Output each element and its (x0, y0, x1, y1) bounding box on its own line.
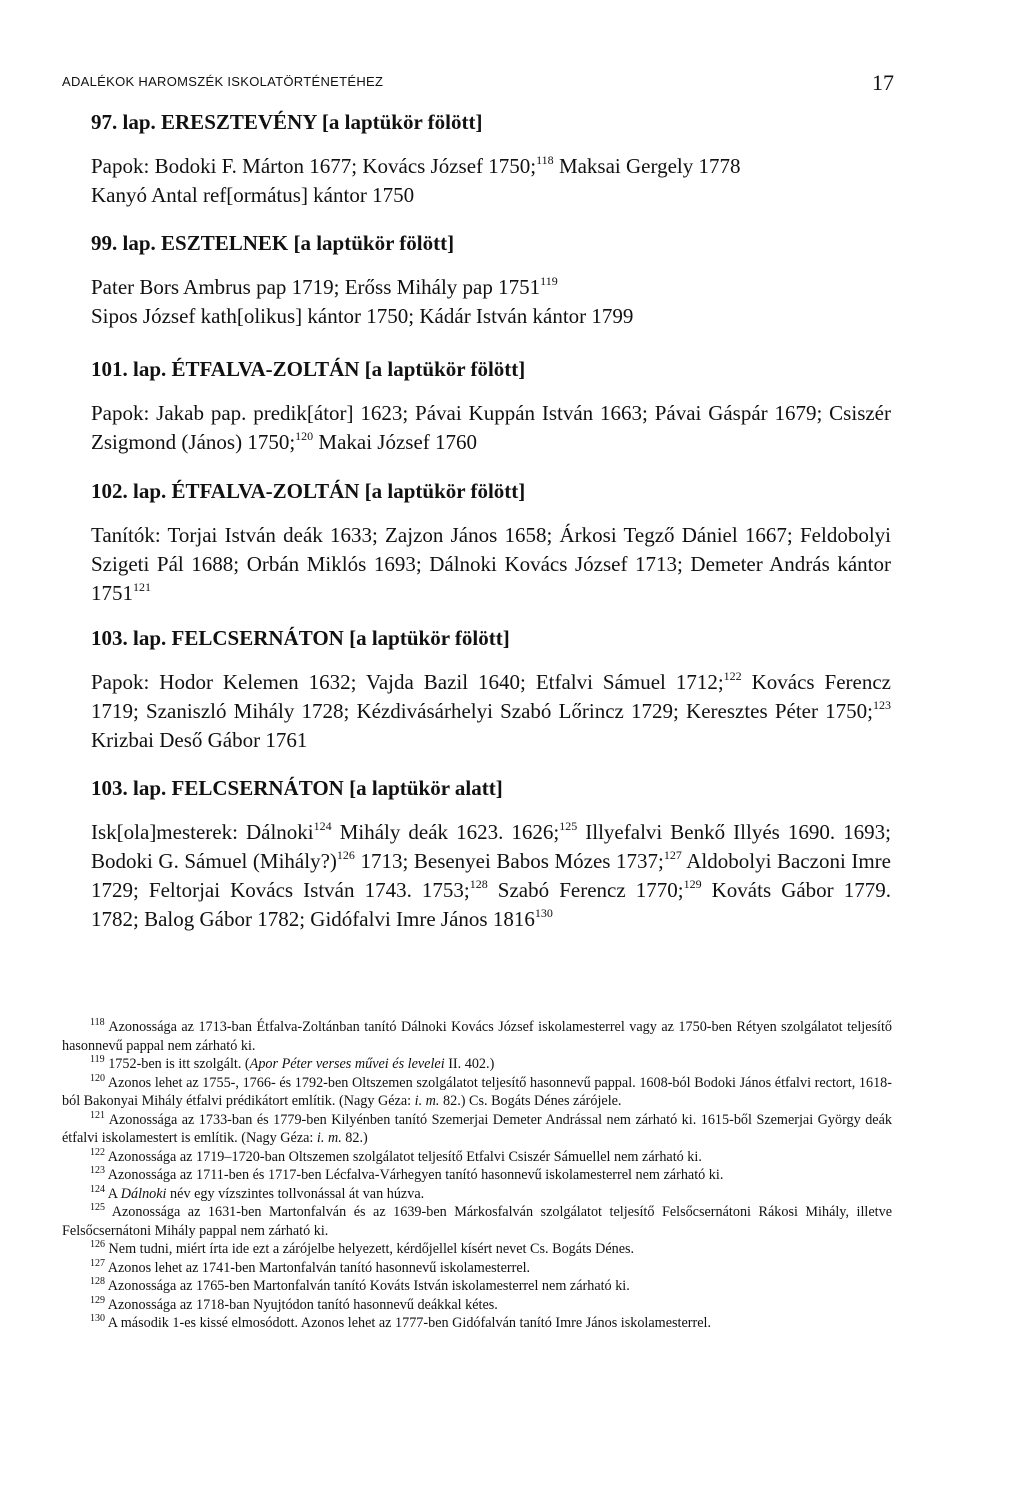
entry-heading: 99. lap. ESZTELNEK [a laptükör fölött] (91, 231, 455, 255)
running-title: ADALÉKOK HAROMSZÉK ISKOLATÖRTÉNETÉHEZ (62, 74, 384, 89)
footnote-number: 124 (90, 1183, 105, 1195)
footnote-129 (62, 1296, 892, 1315)
footnote-number: 121 (90, 1109, 105, 1121)
footnote-number: 120 (90, 1072, 105, 1084)
footnote-127 (62, 1259, 892, 1278)
footnotes (62, 1018, 892, 1333)
footnote-number: 125 (90, 1202, 105, 1213)
footnote-text: Azonos lehet az 1755-, 1766- és 1792-ben Oltszemen szolgálatot teljesítő hasonnevű pappal. 1608-ból Bodoki János étfalvi rectort, 1618-ból Bakonyai Mihály étfalvi prédikátort említik. (Nagy Géza: i. m. 82.) Cs. Bogáts Dénes zárójele. (62, 1074, 892, 1109)
entry-heading: 101. lap. ÉTFALVA-ZOLTÁN [a laptükör fölött] (91, 357, 526, 381)
footnote-number: 118 (90, 1017, 105, 1028)
footnote-120 (62, 1074, 892, 1111)
footnote-122 (62, 1148, 892, 1167)
entry-body: Papok: Hodor Kelemen 1632; Vajda Bazil 1640; Etfalvi Sámuel 1712;$^{122}$ Kovács Ferencz 1719; Szaniszló Mihály 1728; Kézdivásárhelyi Szabó Lőrincz 1729; Keresztes Péter 1750;$^{123}$ Krizbai Deső Gábor 1761 (91, 669, 891, 752)
footnote-text: Nem tudni, miért írta ide ezt a zárójelbe helyezett, kérdőjellel kísért nevet Cs. Bogáts Dénes. (105, 1241, 635, 1257)
entry-heading: 102. lap. ÉTFALVA-ZOLTÁN [a laptükör fölött] (91, 479, 526, 503)
footnote-number: 126 (90, 1239, 105, 1250)
footnote-text: A második 1-es kissé elmosódott. Azonos lehet az 1777-ben Gidófalván tanító Imre János iskolamesterrel. (105, 1315, 711, 1331)
entry-body: Papok: Jakab pap. predik[átor] 1623; Pávai Kuppán István 1663; Pávai Gáspár 1679; Csiszér Zsigmond (János) 1750;$^{120}$ Makai József 1760 (91, 401, 891, 454)
footnote-text: Azonossága az 1718-ban Nyujtódon tanító hasonnevű deákkal kétes. (105, 1296, 498, 1313)
footnote-text: Azonossága az 1765-ben Martonfalván tanító Kováts István iskolamesterrel nem zárható ki. (105, 1278, 630, 1294)
footnote-125 (62, 1203, 892, 1240)
entry-body: Pater Bors Ambrus pap 1719; Erőss Mihály pap 1751$^{119}$ Sipos József kath[olikus] kántor 1750; Kádár István kántor 1799 (91, 274, 634, 328)
footnote-number: 129 (90, 1294, 105, 1306)
footnote-128 (62, 1277, 892, 1296)
footnote-text: Azonossága az 1711-ben és 1717-ben Lécfalva-Várhegyen tanító hasonnevű iskolamesterrel nem zárható ki. (105, 1167, 724, 1183)
entry-etfalva-zoltan-tanitok (91, 477, 891, 608)
footnote-text: Azonossága az 1713-ban Étfalva-Zoltánban tanító Dálnoki Kovács József iskolamesterrel vagy az 1750-ben Rétyen szolgálatot teljesítő hasonnevű pappal nem zárható ki. (62, 1019, 892, 1054)
entry-felcsernaton-alatt (91, 774, 891, 934)
entry-eresztevény (91, 108, 891, 210)
entry-esztelnek (91, 229, 891, 331)
footnote-text: 1752-ben is itt szolgált. (Apor Péter verses művei és levelei II. 402.) (104, 1056, 495, 1072)
footnote-130 (62, 1314, 892, 1333)
footnote-119 (62, 1055, 892, 1074)
footnote-text: Azonossága az 1733-ban és 1779-ben Kilyénben tanító Szemerjai Demeter Andrással nem zárható ki. 1615-ből Szemerjai György deák étfalvi iskolamestert is említik. (Nagy Géza: i. m. 82.) (62, 1111, 892, 1146)
footnote-text: Azonos lehet az 1741-ben Martonfalván tanító hasonnevű iskolamesterrel. (105, 1259, 531, 1276)
page-number: 17 (872, 70, 894, 95)
footnote-121 (62, 1111, 892, 1148)
footnote-text: A Dálnoki név egy vízszintes tollvonással át van húzva. (105, 1185, 425, 1202)
entry-heading: 97. lap. ERESZTEVÉNY [a laptükör fölött] (91, 110, 483, 134)
entry-etfalva-zoltan-papok (91, 355, 891, 457)
footnote-text: Azonossága az 1719–1720-ban Oltszemen szolgálatot teljesítő Etfalvi Csiszér Sámuellel nem zárható ki. (105, 1148, 702, 1165)
entry-body: Isk[ola]mesterek: Dálnoki$^{124}$ Mihály deák 1623. 1626;$^{125}$ Illyefalvi Benkő Illyés 1690. 1693; Bodoki G. Sámuel (Mihály?)$^{126}$ 1713; Besenyei Babos Mózes 1737;$^{127}$ Aldobolyi Baczoni Imre 1729; Feltorjai Kovács István 1743. 1753;$^{128}$ Szabó Ferencz 1770;$^{129}$ Kováts Gábor 1779. 1782; Balog Gábor 1782; Gidófalvi Imre János 1816$^{130}$ (91, 819, 891, 931)
footnote-number: 130 (90, 1313, 105, 1324)
footnote-123 (62, 1166, 892, 1185)
footnote-126 (62, 1240, 892, 1259)
footnote-118 (62, 1018, 892, 1055)
entry-heading: 103. lap. FELCSERNÁTON [a laptükör alatt] (91, 776, 503, 800)
footnote-number: 123 (90, 1165, 105, 1176)
footnote-number: 122 (90, 1146, 105, 1158)
entry-body: Tanítók: Torjai István deák 1633; Zajzon János 1658; Árkosi Tegző Dániel 1667; Feldobolyi Szigeti Pál 1688; Orbán Miklós 1693; Dálnoki Kovács József 1713; Demeter András kántor 1751$^{121}$ (91, 523, 891, 605)
entry-body: Papok: Bodoki F. Márton 1677; Kovács József 1750;$^{118}$ Maksai Gergely 1778 Kanyó Antal ref[ormátus] kántor 1750 (91, 153, 741, 207)
footnote-number: 119 (90, 1054, 105, 1065)
footnote-124 (62, 1185, 892, 1204)
entry-heading: 103. lap. FELCSERNÁTON [a laptükör fölött] (91, 626, 510, 650)
footnote-number: 127 (90, 1257, 105, 1269)
entry-felcsernaton-folott (91, 624, 891, 755)
footnote-text: Azonossága az 1631-ben Martonfalván és az 1639-ben Márkosfalván szolgálatot teljesítő Felsőcsernátoni Rákosi Mihály, illetve Felsőcsernátoni Mihály pappal nem zárható ki. (62, 1204, 892, 1239)
footnote-number: 128 (90, 1276, 105, 1287)
